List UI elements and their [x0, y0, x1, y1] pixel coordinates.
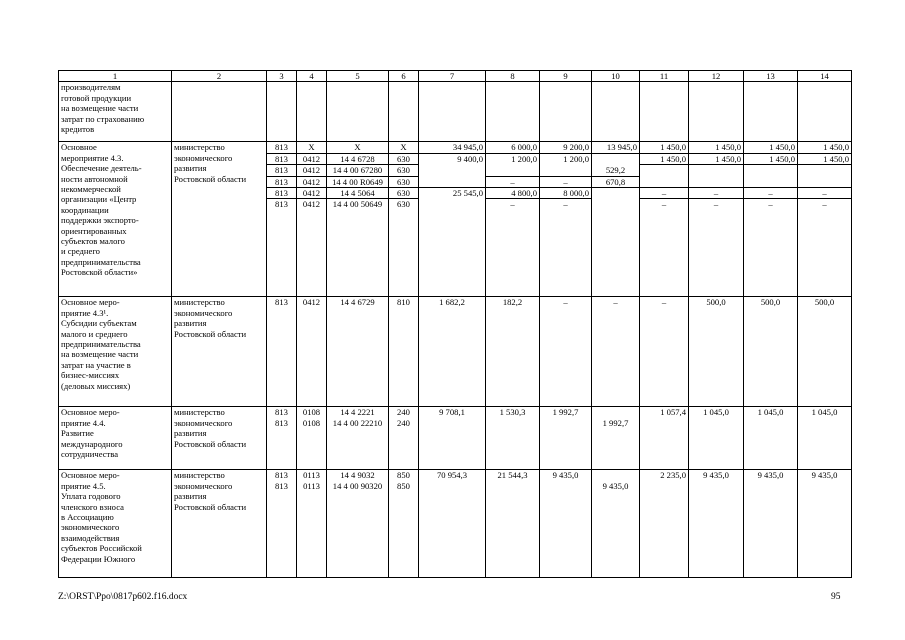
cell-line: экономического — [174, 417, 233, 428]
cell: 1 450,0 — [744, 153, 798, 164]
cell-line: 0108 — [302, 417, 321, 428]
cell: 0412 — [297, 153, 327, 164]
cell: 9 435,0 — [744, 470, 798, 578]
cell: – — [798, 188, 852, 199]
cell-line: Ростовской области — [174, 328, 247, 339]
cell: 6 000,0 — [486, 142, 540, 153]
cell: 1 530,3 — [486, 407, 540, 470]
cell-line: экономического — [174, 307, 233, 318]
cell-line: затрат на участие в — [61, 359, 131, 370]
cell-line: производителям — [61, 82, 121, 93]
cell: 813 — [267, 142, 297, 153]
cell-line: бизнес-миссиях — [61, 370, 120, 381]
cell — [267, 407, 297, 470]
cell-line — [594, 470, 637, 480]
cell: 630 — [389, 188, 419, 199]
cell: – — [640, 199, 689, 297]
cell: 1 450,0 — [640, 142, 689, 153]
cell-line: предпринимательства — [61, 339, 141, 349]
cell: Х — [327, 142, 389, 153]
cell — [297, 407, 327, 470]
cell-line: Основное меро- — [61, 297, 120, 308]
cell-line: министерство — [174, 407, 225, 418]
measure-name — [59, 82, 172, 142]
cell — [297, 470, 327, 578]
budget-table — [58, 70, 852, 578]
table-row — [59, 407, 852, 470]
cell — [592, 153, 640, 176]
cell-line: 850 — [397, 480, 410, 491]
measure-name — [59, 470, 172, 578]
cell: – — [540, 297, 592, 407]
cell-line: 0108 — [302, 407, 321, 418]
cell-line: мероприятие 4.3. — [61, 152, 124, 163]
cell: 14 4 00 67280 — [327, 165, 389, 176]
cell-line: на возмещение части — [61, 349, 139, 360]
cell: – — [486, 199, 540, 297]
document-path: Z:\ORST\Ppo\0817p602.f16.docx — [58, 592, 188, 602]
cell-line: международного — [61, 438, 123, 449]
cell-line: Субсидии субъектам — [61, 318, 137, 329]
cell: 9 435,0 — [689, 470, 744, 578]
cell-line: ности автономной — [61, 173, 128, 184]
cell: 813 — [267, 297, 297, 407]
cell: 34 945,0 — [419, 142, 486, 153]
cell-line: субъектов малого — [61, 235, 125, 246]
col-header: 2 — [172, 71, 267, 82]
cell: 670,8 — [592, 176, 640, 187]
cell: 1 450,0 — [798, 153, 852, 164]
executor — [172, 407, 267, 470]
cell: 0412 — [297, 297, 327, 407]
cell: 25 545,0 — [419, 188, 486, 297]
cell: 13 945,0 — [592, 142, 640, 153]
cell: 1 450,0 — [798, 142, 852, 153]
cell: 14 4 6728 — [327, 153, 389, 164]
cell-line: экономического — [174, 480, 233, 491]
table-header-row — [59, 71, 852, 82]
cell — [267, 470, 297, 578]
cell-line: Основное меро- — [61, 470, 120, 481]
cell — [798, 165, 852, 188]
cell-line: сотрудничества — [61, 449, 119, 459]
cell: – — [689, 199, 744, 297]
cell: 630 — [389, 199, 419, 297]
cell-line: Обеспечение деятель- — [61, 163, 142, 174]
col-header: 4 — [297, 71, 327, 82]
cell-line: координации — [61, 204, 109, 215]
cell: 630 — [389, 165, 419, 176]
cell: 813 — [267, 153, 297, 164]
cell: 1 045,0 — [689, 407, 744, 470]
cell: 9 435,0 — [798, 470, 852, 578]
cell: 630 — [389, 153, 419, 164]
cell-line: Основное меро- — [61, 407, 120, 418]
col-header: 8 — [486, 71, 540, 82]
executor — [172, 297, 267, 407]
cell: – — [540, 176, 592, 187]
cell-line: 9 435,0 — [602, 480, 629, 491]
cell: 9 400,0 — [419, 153, 486, 187]
cell-line: 1 992,7 — [602, 417, 629, 428]
cell: 4 800,0 — [486, 188, 540, 199]
cell-line: 850 — [397, 470, 410, 481]
cell: 9 708,1 — [419, 407, 486, 470]
col-header: 5 — [327, 71, 389, 82]
cell-line: развития — [174, 163, 207, 174]
col-header: 1 — [59, 71, 172, 82]
cell: Х — [297, 142, 327, 153]
col-header: 3 — [267, 71, 297, 82]
cell: 14 4 5064 — [327, 188, 389, 199]
cell — [327, 407, 389, 470]
cell-line: приятие 4.5. — [61, 480, 106, 491]
cell: 182,2 — [486, 297, 540, 407]
cell: 813 — [267, 165, 297, 176]
cell-line: министерство — [174, 470, 225, 481]
cell-line: 813 — [275, 417, 288, 428]
cell — [592, 407, 640, 470]
table-row — [59, 142, 852, 153]
cell-line: в Ассоциацию — [61, 512, 114, 522]
cell-line: развития — [174, 318, 207, 329]
cell: 0412 — [297, 176, 327, 187]
cell-line: предпринимательства — [61, 256, 141, 267]
cell: 0412 — [297, 199, 327, 297]
cell: – — [640, 188, 689, 199]
cell-line: 14 4 2221 — [340, 407, 375, 418]
cell-line: 0113 — [303, 480, 320, 491]
cell-line: 14 4 00 22210 — [332, 417, 383, 428]
cell: 8 000,0 — [540, 188, 592, 199]
measure-name — [59, 407, 172, 470]
cell-line: министерство — [174, 142, 225, 153]
cell-line: 14 4 9032 — [340, 470, 375, 481]
cell: 70 954,3 — [419, 470, 486, 578]
col-header: 10 — [592, 71, 640, 82]
cell: Х — [389, 142, 419, 153]
cell: 1 045,0 — [798, 407, 852, 470]
cell-line: 813 — [275, 407, 288, 418]
cell: 14 4 00 50649 — [327, 199, 389, 297]
cell-line: субъектов Российской — [61, 543, 142, 554]
cell-line: экономического — [174, 152, 233, 163]
col-header: 12 — [689, 71, 744, 82]
cell: 1 045,0 — [744, 407, 798, 470]
col-header: 14 — [798, 71, 852, 82]
cell-line: 14 4 00 90320 — [332, 480, 383, 491]
cell-line: членского взноса — [61, 501, 124, 512]
cell-line: Основное — [61, 142, 97, 153]
cell: 0412 — [297, 188, 327, 199]
cell-line: 813 — [275, 480, 288, 491]
cell: 813 — [267, 188, 297, 199]
cell: – — [486, 176, 540, 187]
cell-line: 0113 — [303, 470, 320, 481]
cell-line: развития — [174, 491, 207, 502]
cell: 2 235,0 — [640, 470, 689, 578]
cell-line: Ростовской области — [174, 173, 247, 184]
cell-line: (деловых миссиях) — [61, 380, 131, 391]
cell-line: 240 — [397, 407, 410, 418]
cell — [640, 165, 689, 188]
cell-line: министерство — [174, 297, 225, 308]
cell: 813 — [267, 199, 297, 297]
cell-line: Развитие — [61, 428, 94, 439]
col-header: 9 — [540, 71, 592, 82]
table-row — [59, 82, 852, 142]
cell-line: Ростовской области — [174, 501, 247, 512]
cell: 9 200,0 — [540, 142, 592, 153]
cell: 1 450,0 — [689, 153, 744, 164]
cell — [689, 165, 744, 188]
cell — [592, 470, 640, 578]
cell-line: экономического — [61, 522, 120, 533]
cell: 14 4 6729 — [327, 297, 389, 407]
cell — [592, 188, 640, 297]
cell — [389, 407, 419, 470]
cell — [327, 470, 389, 578]
cell: 1 200,0 — [486, 153, 540, 176]
cell: – — [744, 199, 798, 297]
col-header: 13 — [744, 71, 798, 82]
cell-line — [594, 407, 637, 417]
cell-line: готовой продукции — [61, 92, 132, 103]
cell: 500,0 — [744, 297, 798, 407]
cell-line: на возмещение части — [61, 103, 139, 114]
executor — [172, 142, 267, 297]
cell-line: кредитов — [61, 123, 95, 134]
cell-line: поддержки экспорто- — [61, 215, 139, 226]
table-row — [59, 297, 852, 407]
cell-line: развития — [174, 428, 207, 439]
cell-line: 813 — [275, 470, 288, 481]
cell-line: приятие 4.3¹. — [61, 307, 109, 318]
cell-line: некоммерческой — [61, 183, 121, 194]
cell — [744, 165, 798, 188]
cell-line: малого и среднего — [61, 328, 128, 339]
cell: 1 450,0 — [689, 142, 744, 153]
table-row — [59, 470, 852, 578]
cell: – — [744, 188, 798, 199]
cell-line: приятие 4.4. — [61, 417, 106, 428]
cell-line: Федерации Южного — [61, 553, 136, 564]
cell: 1 450,0 — [744, 142, 798, 153]
executor — [172, 470, 267, 578]
cell: 21 544,3 — [486, 470, 540, 578]
cell: 500,0 — [798, 297, 852, 407]
cell: – — [540, 199, 592, 297]
cell: 0412 — [297, 165, 327, 176]
cell-line: организации «Центр — [61, 194, 137, 205]
cell-line: и среднего — [61, 246, 100, 257]
cell-line: ориентированных — [61, 225, 127, 236]
cell: – — [689, 188, 744, 199]
cell: 1 992,7 — [540, 407, 592, 470]
col-header: 7 — [419, 71, 486, 82]
measure-name — [59, 297, 172, 407]
cell: 630 — [389, 176, 419, 187]
cell: – — [798, 199, 852, 297]
cell-line: Ростовской области — [174, 438, 247, 449]
cell: 500,0 — [689, 297, 744, 407]
cell: – — [640, 297, 689, 407]
cell: 1 450,0 — [640, 153, 689, 164]
cell-line: взаимодействия — [61, 532, 120, 543]
page-number: 95 — [831, 592, 841, 602]
cell: 9 435,0 — [540, 470, 592, 578]
cell-line: Уплата годового — [61, 491, 121, 502]
col-header: 6 — [389, 71, 419, 82]
cell: 1 200,0 — [540, 153, 592, 176]
cell — [389, 470, 419, 578]
cell: – — [592, 297, 640, 407]
col-header: 11 — [640, 71, 689, 82]
cell: 810 — [389, 297, 419, 407]
cell: 1 057,4 — [640, 407, 689, 470]
cell: 813 — [267, 176, 297, 187]
budget-table-sheet — [58, 70, 851, 582]
cell-value: 529,2 — [605, 165, 626, 176]
cell: 14 4 00 R0649 — [327, 176, 389, 187]
cell-line: Ростовской области» — [61, 267, 138, 278]
cell-line: 240 — [397, 417, 410, 428]
measure-name — [59, 142, 172, 297]
cell-line: затрат по страхованию — [61, 113, 145, 124]
cell: 1 682,2 — [419, 297, 486, 407]
